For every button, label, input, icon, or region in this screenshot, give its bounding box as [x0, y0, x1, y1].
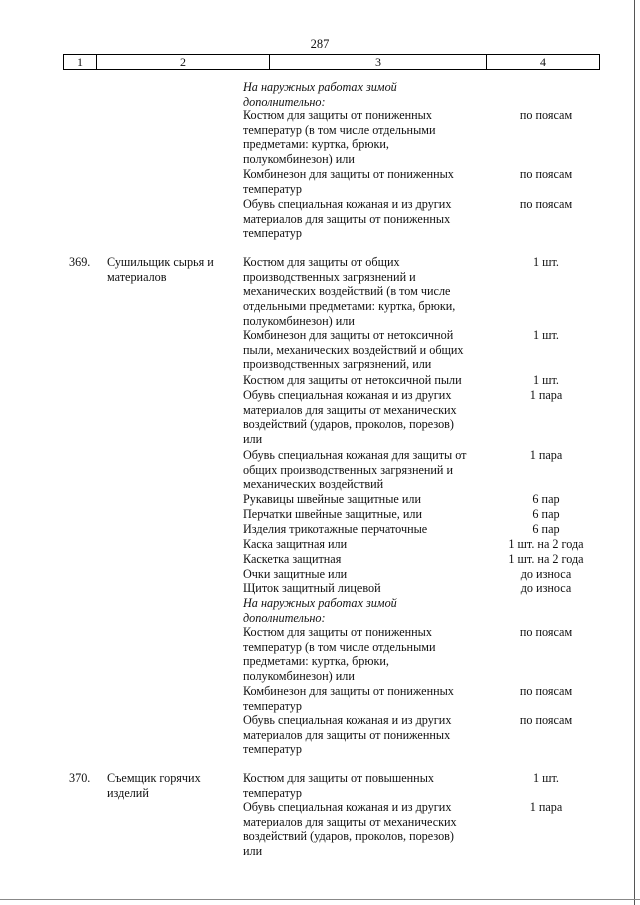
entry-number: 369.	[69, 255, 91, 269]
profession-name: Сушильщик сырья и материалов	[107, 255, 214, 284]
item-quantity: до износа	[520, 581, 572, 595]
item-quantity: 1 шт.	[533, 771, 559, 785]
item-quantity: по поясам	[519, 625, 573, 639]
item-quantity: 1 шт.	[533, 255, 559, 269]
item-quantity: по поясам	[519, 108, 573, 122]
item-description: Комбинезон для защиты от пониженных температур	[243, 684, 454, 713]
item-quantity: по поясам	[519, 684, 573, 698]
column-header-2: 2	[180, 55, 186, 69]
winter-heading: На наружных работах зимой дополнительно:	[243, 596, 397, 625]
item-description: Обувь специальная кожаная и из других материалов для защиты от пониженных температур	[243, 713, 452, 757]
item-quantity: 6 пар	[532, 492, 560, 506]
item-description: Комбинезон для защиты от пониженных температур	[243, 167, 454, 196]
profession-name: Съемщик горячих изделий	[107, 771, 201, 800]
item-description: Костюм для защиты от повышенных температур	[243, 771, 434, 800]
item-quantity: по поясам	[519, 197, 573, 211]
item-description: Очки защитные или	[243, 567, 348, 581]
entry-number: 370.	[69, 771, 91, 785]
column-header-4: 4	[540, 55, 546, 69]
item-description: Каскетка защитная	[243, 552, 342, 566]
item-quantity: 1 пара	[529, 800, 563, 814]
page-edge	[0, 899, 640, 900]
item-description: Костюм для защиты от нетоксичной пыли	[243, 373, 462, 387]
item-description: Перчатки швейные защитные, или	[243, 507, 423, 521]
page-number: 287	[310, 37, 330, 51]
item-quantity: до износа	[520, 567, 572, 581]
column-header-row	[63, 54, 600, 70]
item-description: Обувь специальная кожаная для защиты от общих производственных загрязнений и механических воздействий	[243, 448, 467, 492]
item-description: Обувь специальная кожаная и из других материалов для защиты от механических воздействий (ударов, проколов, порезов) или	[243, 800, 457, 859]
item-quantity: 1 шт. на 2 года	[508, 537, 584, 551]
item-description: Рукавицы швейные защитные или	[243, 492, 421, 506]
item-quantity: 1 шт. на 2 года	[508, 552, 584, 566]
column-header-3: 3	[375, 55, 381, 69]
item-quantity: 1 шт.	[533, 328, 559, 342]
item-description: Костюм для защиты от пониженных температур (в том числе отдельными предметами: куртка, брюки, полукомбинезон) или	[243, 625, 436, 684]
item-quantity: по поясам	[519, 713, 573, 727]
column-header-1: 1	[77, 55, 83, 69]
item-description: Комбинезон для защиты от нетоксичной пыли, механических воздействий и общих производственных загрязнений, или	[243, 328, 464, 372]
item-description: Щиток защитный лицевой	[243, 581, 381, 595]
item-quantity: 1 шт.	[533, 373, 559, 387]
item-quantity: 1 пара	[529, 448, 563, 462]
item-description: Обувь специальная кожаная и из других материалов для защиты от пониженных температур	[243, 197, 452, 241]
item-description: Изделия трикотажные перчаточные	[243, 522, 428, 536]
item-description: Обувь специальная кожаная и из других материалов для защиты от механических воздействий (ударов, проколов, порезов) или	[243, 388, 457, 447]
page-edge	[634, 0, 635, 905]
item-quantity: по поясам	[519, 167, 573, 181]
winter-heading: На наружных работах зимой дополнительно:	[243, 80, 397, 109]
item-quantity: 6 пар	[532, 522, 560, 536]
item-quantity: 6 пар	[532, 507, 560, 521]
item-description: Костюм для защиты от общих производственных загрязнений и механических воздействий (в том числе отдельными предметами: куртка, брюки, полукомбинезон) или	[243, 255, 456, 328]
item-quantity: 1 пара	[529, 388, 563, 402]
item-description: Костюм для защиты от пониженных температур (в том числе отдельными предметами: куртка, брюки, полукомбинезон) или	[243, 108, 436, 167]
item-description: Каска защитная или	[243, 537, 348, 551]
